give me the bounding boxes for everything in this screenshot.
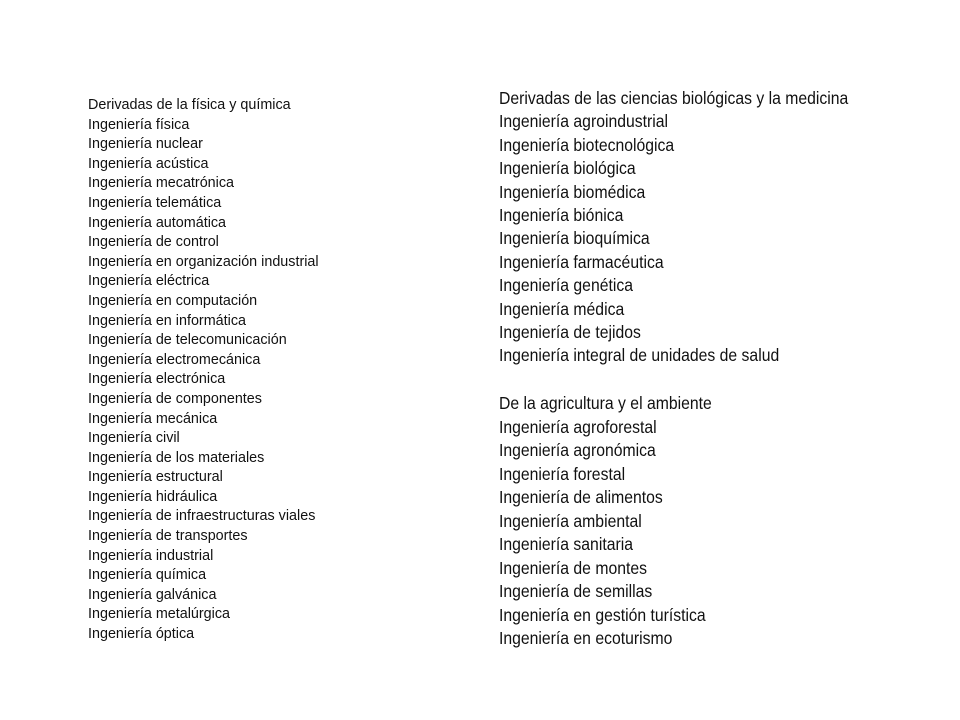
biology-medicine-list bbox=[499, 87, 848, 368]
list-item: Ingeniería de control bbox=[88, 234, 219, 251]
list-item: Ingeniería de montes bbox=[499, 557, 647, 578]
list-item: Ingeniería integral de unidades de salud bbox=[499, 345, 780, 366]
list-item: Ingeniería galvánica bbox=[88, 586, 217, 603]
list-item: Ingeniería genética bbox=[499, 275, 633, 296]
list-item: Ingeniería nuclear bbox=[88, 136, 203, 153]
list-item: Ingeniería biotecnológica bbox=[499, 134, 675, 155]
list-item: Ingeniería agroforestal bbox=[499, 416, 657, 437]
list-item: Ingeniería de transportes bbox=[88, 528, 248, 545]
list-item: Ingeniería médica bbox=[499, 298, 625, 319]
section-heading: Derivadas de la física y química bbox=[88, 97, 291, 113]
list-item: Ingeniería química bbox=[88, 567, 207, 584]
list-item: Ingeniería en organización industrial bbox=[88, 253, 319, 270]
list-item: Ingeniería eléctrica bbox=[88, 273, 210, 290]
list-item: Ingeniería agronómica bbox=[499, 440, 656, 460]
agriculture-environment-list bbox=[499, 392, 712, 651]
physics-chemistry-list bbox=[88, 96, 319, 645]
list-item: Ingeniería óptica bbox=[88, 626, 195, 643]
list-item: Ingeniería en computación bbox=[88, 292, 258, 309]
list-item: Ingeniería mecánica bbox=[88, 410, 218, 427]
list-item: Ingeniería de semillas bbox=[499, 581, 653, 601]
list-item: Ingeniería biológica bbox=[499, 158, 636, 179]
list-item: Ingeniería biónica bbox=[499, 205, 624, 226]
list-item: Ingeniería de los materiales bbox=[88, 449, 265, 466]
list-item: Ingeniería de alimentos bbox=[499, 487, 663, 507]
list-item: Ingeniería agroindustrial bbox=[499, 111, 668, 132]
list-item: Ingeniería hidráulica bbox=[88, 488, 218, 505]
list-item: Ingeniería metalúrgica bbox=[88, 606, 231, 623]
list-item: Ingeniería industrial bbox=[88, 547, 214, 564]
section-heading: Derivadas de las ciencias biológicas y la medicina bbox=[499, 88, 849, 108]
list-item: Ingeniería biomédica bbox=[499, 181, 646, 202]
list-item: Ingeniería automática bbox=[88, 214, 227, 231]
list-item: Ingeniería física bbox=[88, 116, 190, 133]
list-item: Ingeniería en gestión turística bbox=[499, 604, 706, 625]
list-item: Ingeniería de componentes bbox=[88, 390, 262, 407]
list-item: Ingeniería electrónica bbox=[88, 371, 226, 388]
list-item: Ingeniería bioquímica bbox=[499, 228, 650, 249]
list-item: Ingeniería mecatrónica bbox=[88, 175, 235, 192]
list-item: Ingeniería ambiental bbox=[499, 510, 642, 531]
section-heading: De la agricultura y el ambiente bbox=[499, 393, 712, 413]
list-item: Ingeniería de tejidos bbox=[499, 322, 641, 343]
list-item: Ingeniería telemática bbox=[88, 194, 222, 211]
list-item: Ingeniería electromecánica bbox=[88, 351, 261, 368]
list-item: Ingeniería civil bbox=[88, 430, 180, 447]
list-item: Ingeniería sanitaria bbox=[499, 534, 633, 554]
list-item: Ingeniería en ecoturismo bbox=[499, 628, 673, 648]
list-item: Ingeniería farmacéutica bbox=[499, 251, 664, 272]
list-item: Ingeniería en informática bbox=[88, 312, 246, 329]
list-item: Ingeniería acústica bbox=[88, 155, 209, 172]
list-item: Ingeniería de telecomunicación bbox=[88, 332, 287, 349]
list-item: Ingeniería forestal bbox=[499, 463, 626, 484]
list-item: Ingeniería estructural bbox=[88, 469, 223, 486]
list-item: Ingeniería de infraestructuras viales bbox=[88, 508, 316, 525]
